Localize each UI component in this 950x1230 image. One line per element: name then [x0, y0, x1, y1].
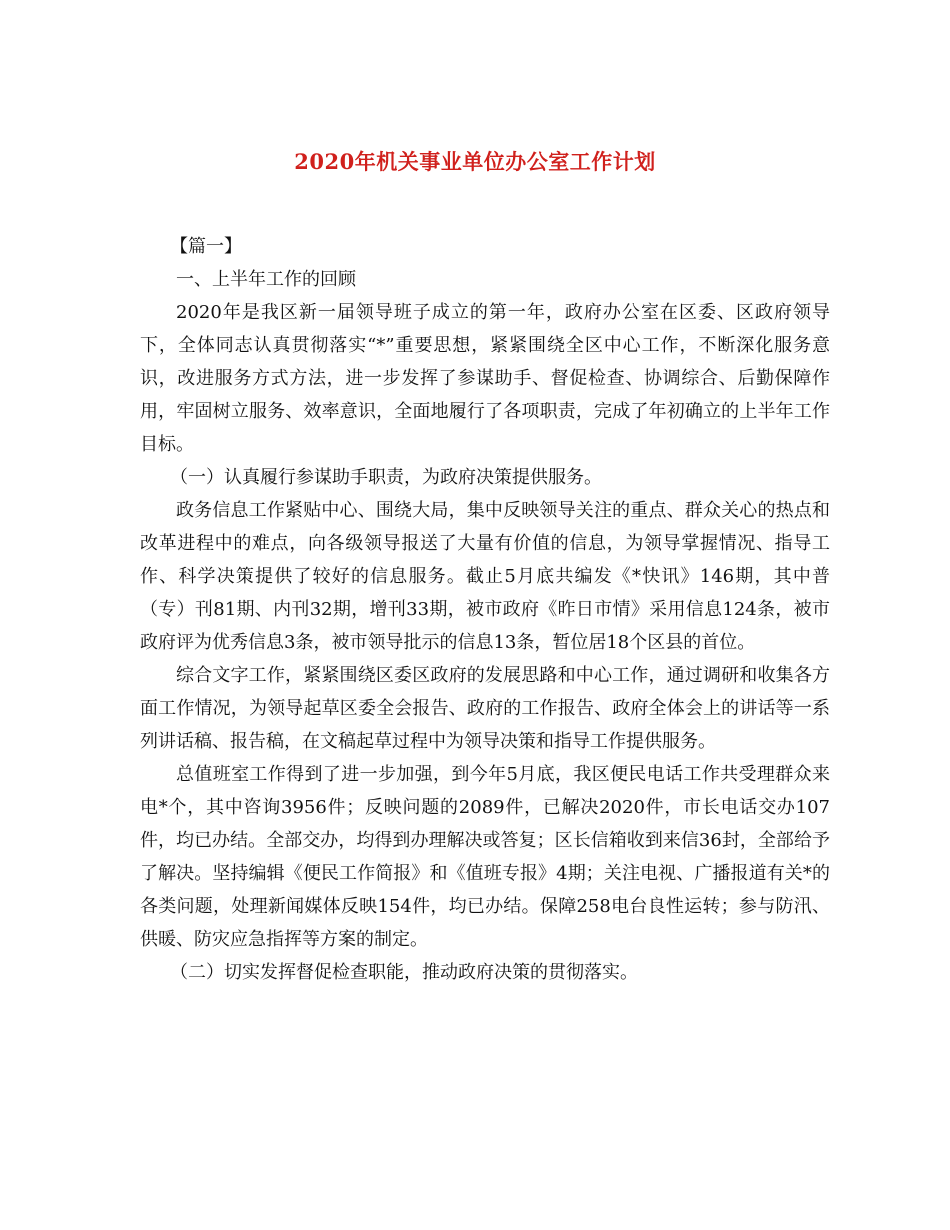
subheading-supervision: （二）切实发挥督促检查职能，推动政府决策的贯彻落实。: [170, 962, 638, 983]
paragraph-intro: 2020年是我区新一届领导班子成立的第一年，政府办公室在区委、区政府领导下，全体同志认真贯彻落实“*”重要思想，紧紧围绕全区中心工作，不断深化服务意识，改进服务方式方法，进一步发挥了参谋助手、督促检查、协调综合、后勤保障作用，牢固树立服务、效率意识，全面地履行了各项职责，完成了年初确立的上半年工作目标。: [140, 302, 830, 455]
heading-first-half-review: 一、上半年工作的回顾: [176, 269, 356, 290]
paragraph-government-info: 政务信息工作紧贴中心、围绕大局，集中反映领导关注的重点、群众关心的热点和改革进程中的难点，向各级领导报送了大量有价值的信息，为领导掌握情况、指导工作、科学决策提供了较好的信息服务。截止5月底共编发《*快讯》146期，其中普（专）刊81期、内刊32期，增刊33期，被市政府《昨日市情》采用信息124条，被市政府评为优秀信息3条，被市领导批示的信息13条，暂位居18个区县的首位。: [140, 500, 830, 653]
paragraph-writing-work: 综合文字工作，紧紧围绕区委区政府的发展思路和中心工作，通过调研和收集各方面工作情况，为领导起草区委全会报告、政府的工作报告、政府全体会上的讲话等一系列讲话稿、报告稿，在文稿起草过程中为领导决策和指导工作提供服务。: [140, 665, 830, 752]
document-title: 2020年机关事业单位办公室工作计划: [294, 149, 656, 174]
document-body: [140, 230, 830, 989]
subheading-advisory-duty: （一）认真履行参谋助手职责，为政府决策提供服务。: [170, 467, 602, 488]
section-label: 【篇一】: [170, 236, 242, 257]
paragraph-duty-office: 总值班室工作得到了进一步加强，到今年5月底，我区便民电话工作共受理群众来电*个，其中咨询3956件；反映问题的2089件，已解决2020件，市长电话交办107件，均已办结。全部交办，均得到办理解决或答复；区长信箱收到来信36封，全部给予了解决。坚持编辑《便民工作简报》和《值班专报》4期；关注电视、广播报道有关*的各类问题，处理新闻媒体反映154件，均已办结。保障258电台良性运转；参与防汛、供暖、防灾应急指挥等方案的制定。: [140, 764, 830, 950]
